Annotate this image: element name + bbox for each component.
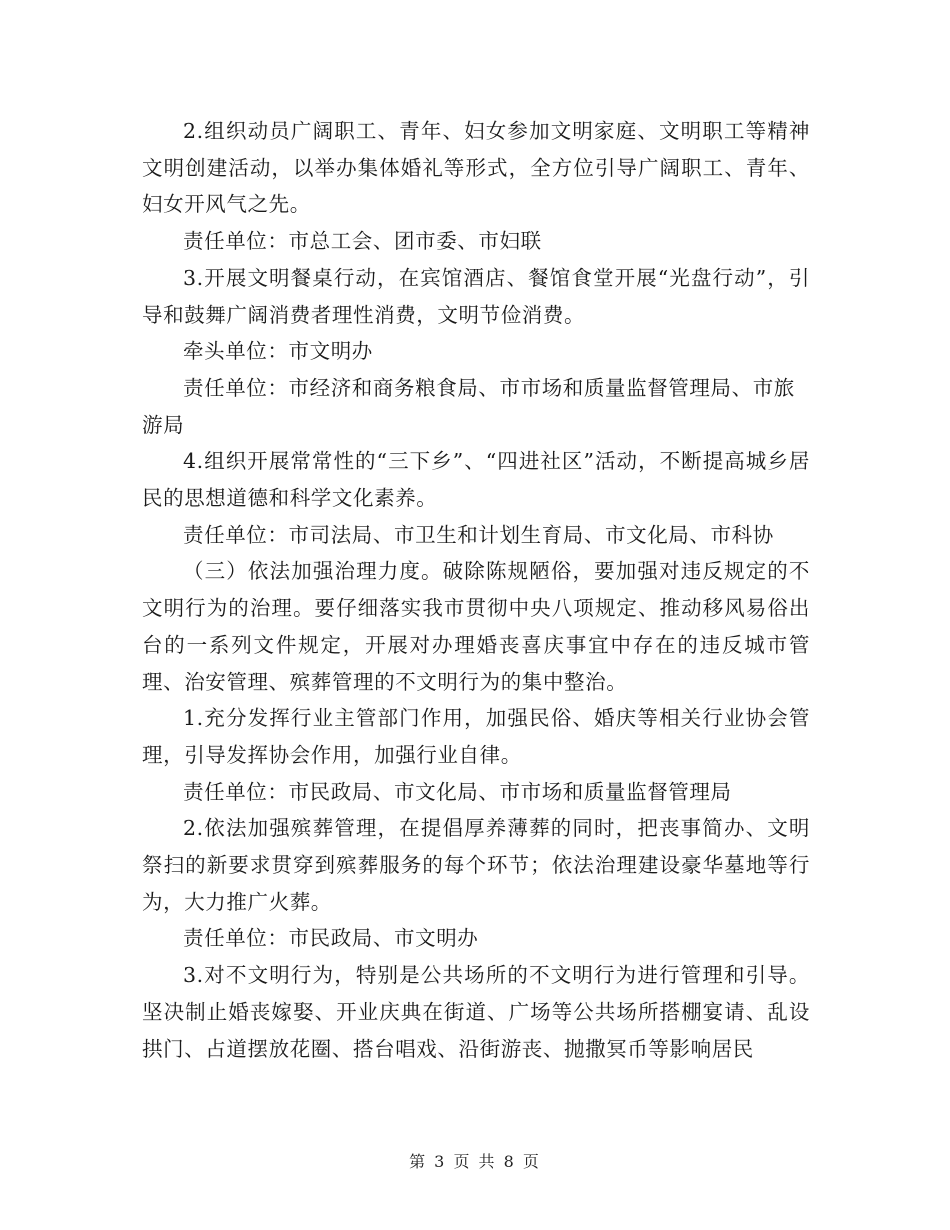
paragraph-3-civilized-dining: 3.开展文明餐桌行动，在宾馆酒店、餐馆食堂开展“光盘行动”，引导和鼓舞广阔消费者理性消费，文明节俭消费。: [142, 265, 810, 327]
responsible-units-line: 责任单位：市经济和商务粮食局、市市场和质量监督管理局、市旅游局: [142, 375, 795, 437]
paragraph-1-industry-associations: 1.充分发挥行业主管部门作用，加强民俗、婚庆等相关行业协会管理，引导发挥协会作用，加强行业自律。: [142, 706, 810, 767]
responsible-units-line: 责任单位：市总工会、团市委、市妇联: [183, 229, 542, 254]
responsible-units-line: 责任单位：市司法局、市卫生和计划生育局、市文化局、市科协: [183, 522, 774, 547]
paragraph-3-public-behavior: 3.对不文明行为，特别是公共场所的不文明行为进行管理和引导。坚决制止婚丧嫁娶、开业庆典在街道、广场等公共场所搭棚宴请、乱设拱门、占道摆放花圈、搭台唱戏、沿街游丧、抛撒冥币等影响居民: [142, 963, 810, 1061]
section-3-governance-heading-paragraph: （三）依法加强治理力度。破除陈规陋俗，要加强对违反规定的不文明行为的治理。要仔细落实我市贯彻中央八项规定、推动移风易俗出台的一系列文件规定，开展对办理婚丧喜庆事宜中存在的违反城市管理、治安管理、殡葬管理的不文明行为的集中整治。: [142, 559, 810, 694]
responsible-units-line: 责任单位：市民政局、市文化局、市市场和质量监督管理局: [183, 779, 732, 804]
page-number-footer: 第 3 页 共 8 页: [409, 1152, 541, 1171]
document-body: [142, 113, 810, 1067]
responsible-units-line: 责任单位：市民政局、市文明办: [183, 926, 479, 951]
paragraph-2-funeral-management: 2.依法加强殡葬管理，在提倡厚养薄葬的同时，把丧事简办、文明祭扫的新要求贯穿到殡葬服务的每个环节；依法治理建设豪华墓地等行为，大力推广火葬。: [142, 816, 810, 914]
paragraph-4-rural-community-activities: 4.组织开展常常性的“三下乡”、“四进社区”活动，不断提高城乡居民的思想道德和科学文化素养。: [142, 449, 810, 511]
lead-unit-line: 牵头单位：市文明办: [183, 339, 373, 364]
paragraph-2-mobilize-workers: 2.组织动员广阔职工、青年、妇女参加文明家庭、文明职工等精神文明创建活动，以举办集体婚礼等形式，全方位引导广阔职工、青年、妇女开风气之先。: [142, 119, 810, 217]
